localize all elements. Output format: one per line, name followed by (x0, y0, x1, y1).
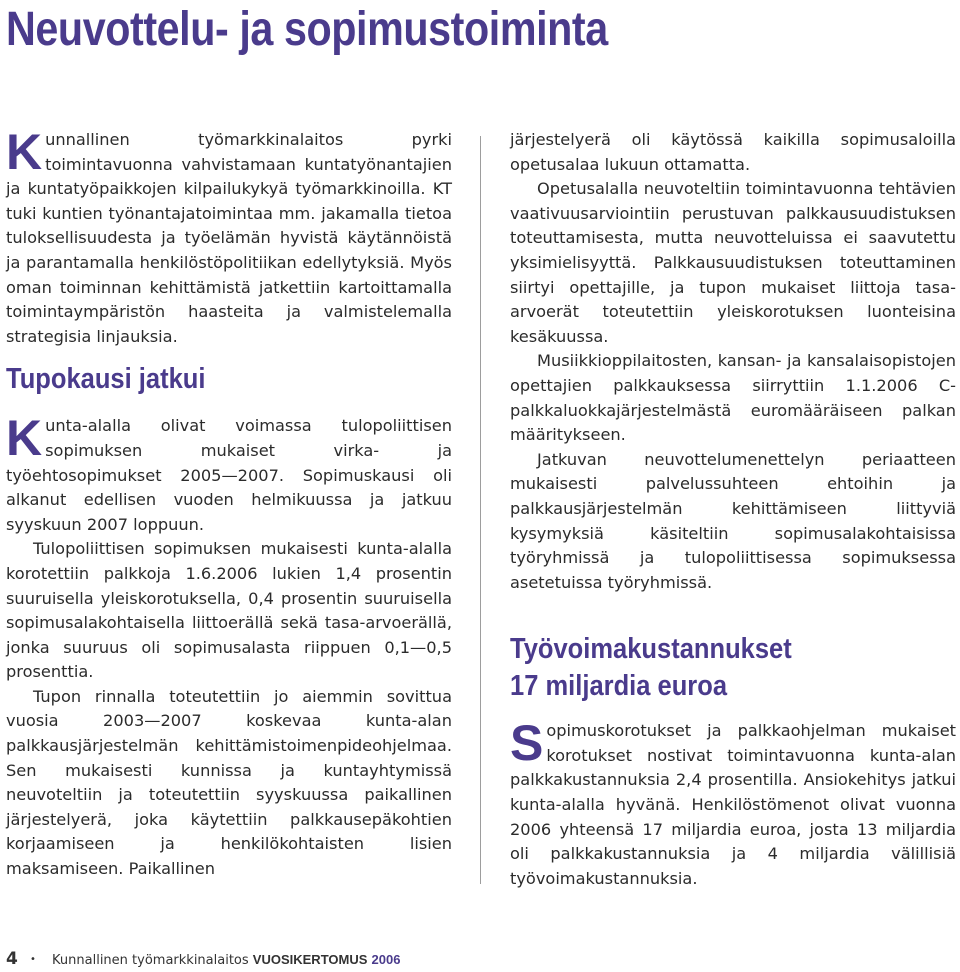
section-heading-tupokausi: Tupokausi jatkui (6, 363, 206, 396)
body-paragraph: Tulopoliittisen sopimuksen mukaisesti kunta-alalla korotettiin palkkoja 1.6.2006 lukien 1,4 prosentin suuruisella yleiskorotuksella, 0,4 prosentin suuruisella sopimusalakohtaisella liittoerällä sekä tasa-arvoerällä, jonka suuruus oli sopimusalasta riippuen 0,1—0,5 prosenttia. (6, 539, 452, 682)
column-divider (480, 136, 481, 884)
footer-report-name: VUOSIKERTOMUS (252, 952, 368, 967)
right-column (510, 128, 956, 891)
intro-dropcap: K (6, 124, 43, 180)
paragraph-text: unta-alalla olivat voimassa tulopoliittisen sopimuksen mukaiset virka- ja työehtosopimukset 2005—2007. Sopimuskausi oli alkanut edellisen vuoden helmikuussa ja jatkuu syyskuun 2007 loppuun. (6, 416, 452, 534)
body-paragraph: Musiikkioppilaitosten, kansan- ja kansalaisopistojen opettajien palkkauksessa siirryttiin 1.1.2006 C-palkkaluokkajärjestelmästä euromääräiseen palkan määritykseen. (510, 351, 956, 445)
intro-text: unnallinen työmarkkinalaitos pyrki toimintavuonna vahvistamaan kuntatyönantajien ja kuntatyöpaikkojen kilpailukykyä työmarkkinoilla. KT tuki kuntien työnantajatoimintaa mm. jakamalla tietoa tuloksellisuudesta ja työelämän hyvistä käytännöistä ja parantamalla henkilöstöpolitiikan edellytyksiä. Myös oman toiminnan kehittämistä jatkettiin kartoittamalla toimintaympäristön haasteita ja valmistelemalla strategisia linjauksia. (6, 130, 452, 346)
body-paragraph: järjestelyerä oli käytössä kaikilla sopimusaloilla opetusalaa lukuun ottamatta. (510, 130, 956, 174)
body-paragraph: Tupon rinnalla toteutettiin jo aiemmin sovittua vuosia 2003—2007 koskevaa kunta-alan palkkausjärjestelmän kehittämistoimenpideohjelmaa. Sen mukaisesti kunnissa ja kuntayhtymissä neuvoteltiin ja toteutettiin syyskuussa paikallinen järjestelyerä, joka käytettiin palkkausepäkohtien korjaamiseen ja henkilökohtaisten lisien maksamiseen. Paikallinen (6, 686, 452, 879)
left-column (6, 124, 452, 882)
footer-year: 2006 (371, 952, 401, 967)
heading-line-2: 17 miljardia euroa (510, 670, 728, 703)
page-footer (6, 950, 400, 971)
bullet-icon: • (29, 954, 36, 965)
section-heading-tyovoimakustannukset (510, 631, 902, 705)
body-paragraph (6, 410, 452, 537)
body-paragraph: Opetusalalla neuvoteltiin toimintavuonna tehtävien vaativuusarviointiin perustuvan palkkausuudistuksen toteuttamisesta, mutta neuvotteluissa ei saavutettu yksimielisyyttä. Palkkausuudistuksen toteuttaminen siirtyi opettajille, ja tupon mukaiset liittoja tasa-arvoerät toteutettiin yleiskorotuksen luonteisina kesäkuussa. (510, 179, 956, 346)
body-paragraph (510, 715, 956, 891)
page-title: Neuvottelu- ja sopimustoiminta (6, 3, 608, 56)
heading-line-1: Työvoimakustannukset (510, 633, 792, 666)
page-number: 4 (6, 949, 18, 969)
paragraph-dropcap: S (510, 715, 544, 772)
paragraph-text: opimuskorotukset ja palkkaohjelman mukaiset korotukset nostivat toimintavuonna kunta-alan palkkakustannuksia 2,4 prosentilla. Ansiokehitys jatkui kunta-alalla hyvänä. Henkilöstömenot olivat vuonna 2006 yhteensä 17 miljardia euroa, josta 13 miljardia oli palkkakustannuksia ja 4 miljardia välillisiä työvoimakustannuksia. (510, 721, 956, 888)
intro-paragraph (6, 124, 452, 349)
body-paragraph: Jatkuvan neuvottelumenettelyn periaatteen mukaisesti palvelussuhteen ehtoihin ja palkkausjärjestelmän kehittämiseen liittyviä kysymyksiä käsiteltiin sopimusalakohtaisissa työryhmissä ja tulopoliittisessa sopimuksessa asetetuissa työryhmissä. (510, 449, 956, 592)
paragraph-dropcap: K (6, 410, 43, 467)
footer-org: Kunnallinen työmarkkinalaitos (52, 953, 249, 968)
